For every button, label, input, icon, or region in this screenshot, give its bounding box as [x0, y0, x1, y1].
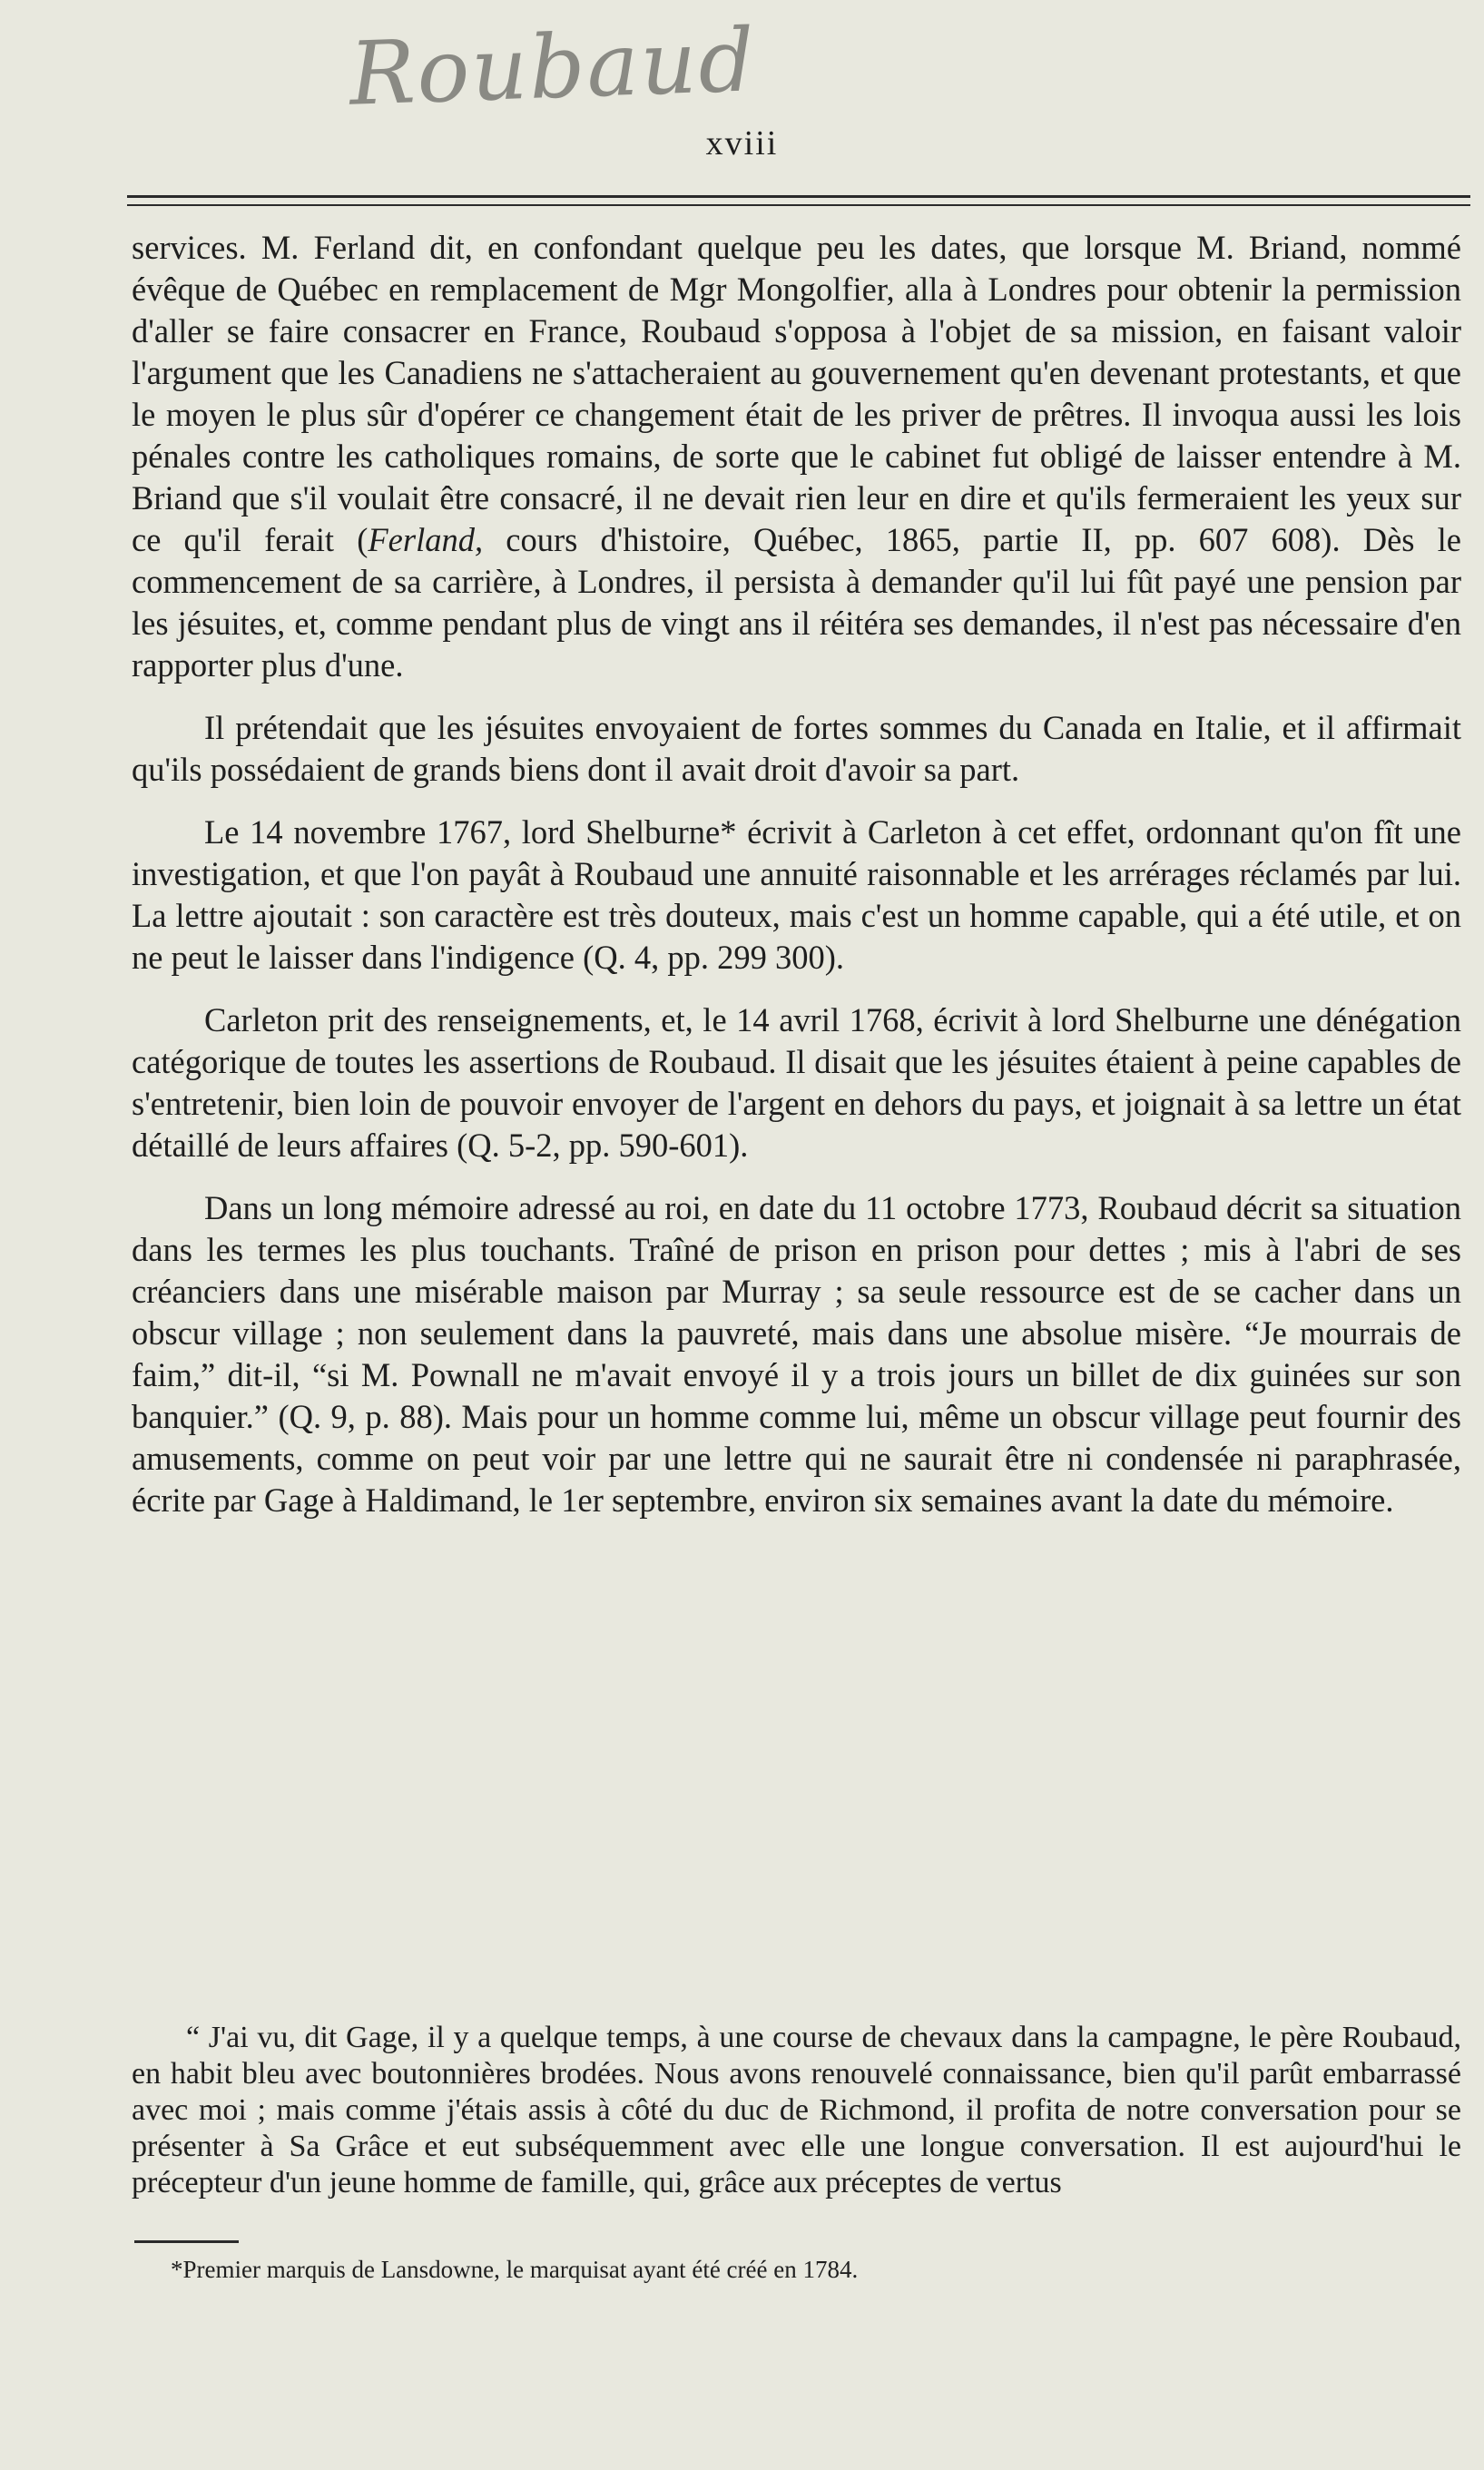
- handwritten-annotation: Roubaud: [348, 9, 758, 125]
- quote-text: “ J'ai vu, dit Gage, il y a quelque temps, à une course de chevaux dans la campagne, le père Roubaud, en habit bleu avec boutonnières brodées. Nous avons renouvelé connaissance, bien qu'il parût embarrassé avec moi ; mais comme j'étais assis à côté du duc de Richmond, il profita de notre conversation pour se présenter à Sa Grâce et eut subséquemment avec elle une longue conversation. Il est aujourd'hui le précepteur d'un jeune homme de famille, qui, grâce aux préceptes de vertus: [132, 2021, 1461, 2199]
- paragraph-2: Il prétendait que les jésuites envoyaient de fortes sommes du Canada en Italie, et il affirmait qu'ils possédaient de grands biens dont il avait droit d'avoir sa part.: [132, 709, 1461, 788]
- paragraph-3: Le 14 novembre 1767, lord Shelburne* écrivit à Carleton à cet effet, ordonnant qu'on fît une investigation, et que l'on payât à Roubaud une annuité raisonnable et les arrérages réclamés par lui. La lettre ajoutait : son caractère est très douteux, mais c'est un homme capable, qui a été utile, et on ne peut le laisser dans l'indigence (Q. 4, pp. 299 300).: [132, 813, 1461, 976]
- paragraph-1-italic-citation: Ferland,: [368, 521, 484, 558]
- paragraph-4: Carleton prit des renseignements, et, le 14 avril 1768, écrivit à lord Shelburne une dénégation catégorique de toutes les assertions de Roubaud. Il disait que les jésuites étaient à peine capables de s'entretenir, bien loin de pouvoir envoyer de l'argent en dehors du pays, et joignait à sa lettre un état détaillé de leurs affaires (Q. 5-2, pp. 590-601).: [132, 1001, 1461, 1164]
- paragraph-1-text-b: cours d'histoire, Québec, 1865, partie II, pp. 607 608). Dès le commencement de sa carrière, à Londres, il persista à demander qu'il lui fût payé une pension par les jésuites, et, comme pendant plus de vingt ans il réitéra ses demandes, il n'est pas nécessaire d'en rapporter plus d'une.: [132, 521, 1461, 684]
- main-text: [132, 227, 1461, 1542]
- paragraph-5: Dans un long mémoire adressé au roi, en date du 11 octobre 1773, Roubaud décrit sa situation dans les termes les plus touchants. Traîné de prison en prison pour dettes ; mis à l'abri de ses créanciers dans une misérable maison par Murray ; sa seule ressource est de se cacher dans un obscur village ; non seulement dans la pauvreté, mais dans une absolue misère. “Je mourrais de faim,” dit-il, “si M. Pownall ne m'avait envoyé il y a trois jours un billet de dix guinées sur son banquier.” (Q. 9, p. 88). Mais pour un homme comme lui, même un obscur village peut fournir des amusements, comme on peut voir par une lettre qui ne saurait être ni condensée ni paraphrasée, écrite par Gage à Haldimand, le 1er septembre, environ six semaines avant la date du mémoire.: [132, 1189, 1461, 1519]
- paragraph-1-text-a: services. M. Ferland dit, en confondant quelque peu les dates, que lorsque M. Briand, nommé évêque de Québec en remplacement de Mgr Mongolfier, alla à Londres pour obtenir la permission d'aller se faire consacrer en France, Roubaud s'opposa à l'objet de sa mission, en faisant valoir l'argument que les Canadiens ne s'attacheraient au gouvernement qu'en devenant protestants, et que le moyen le plus sûr d'opérer ce changement était de les priver de prêtres. Il invoqua aussi les lois pénales contre les catholiques romains, de sorte que le cabinet fut obligé de laisser entendre à M. Briand que s'il voulait être consacré, il ne devait rien leur en dire et qu'ils fermeraient les yeux sur ce qu'il ferait (: [132, 229, 1461, 558]
- footnote: *Premier marquis de Lansdowne, le marquisat ayant été créé en 1784.: [171, 2256, 859, 2283]
- header-rule-top: [127, 195, 1470, 198]
- footnote-rule: [134, 2240, 239, 2243]
- block-quote: [132, 2020, 1461, 2201]
- paragraph-1: [132, 227, 1461, 686]
- page-number: xviii: [705, 124, 779, 162]
- header-rule-bottom: [127, 204, 1470, 206]
